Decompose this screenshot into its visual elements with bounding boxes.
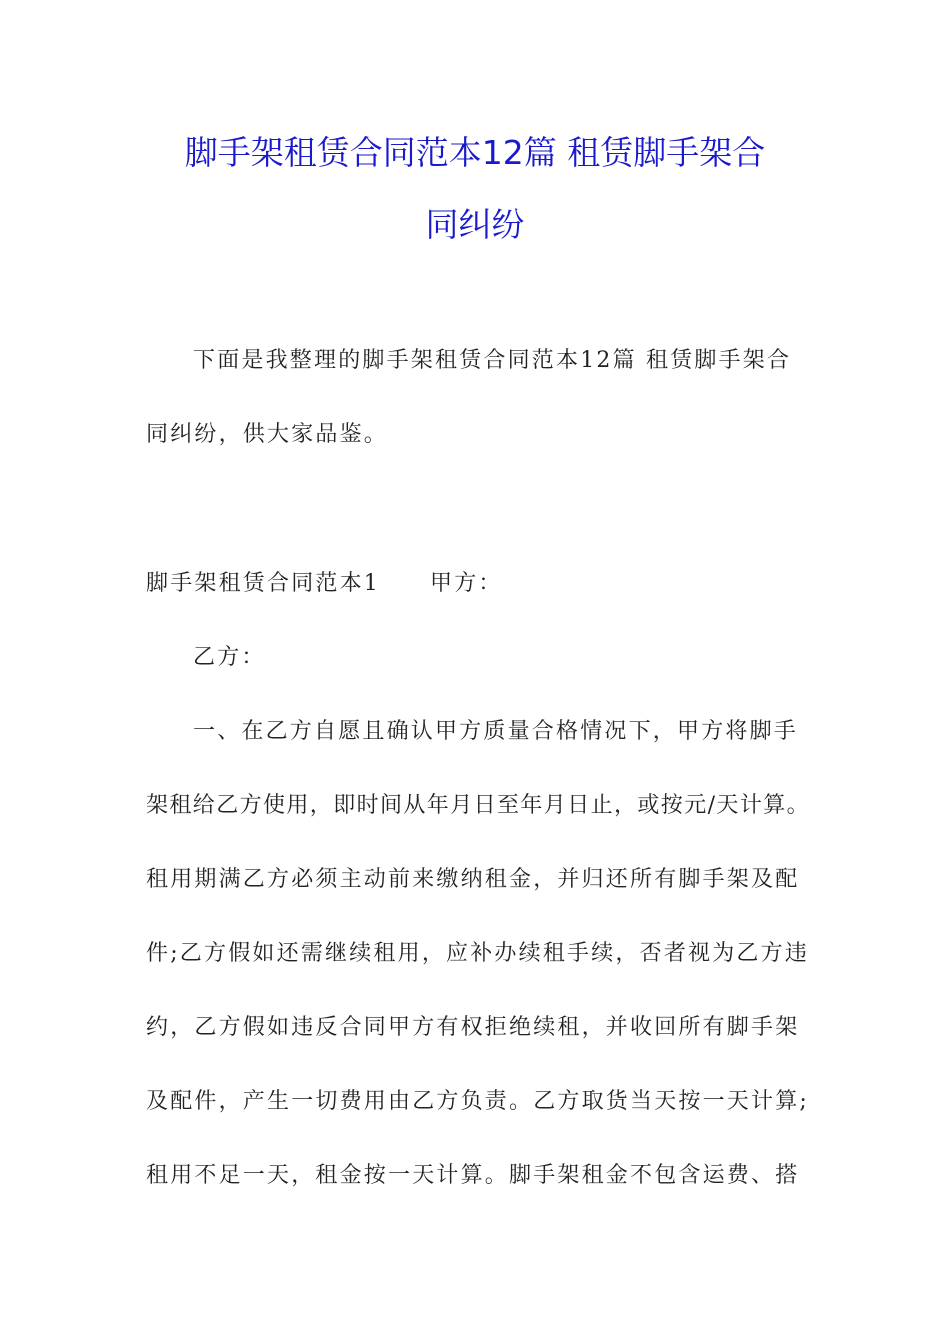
body-line-5: 约，乙方假如违反合同甲方有权拒绝续租，并收回所有脚手架 xyxy=(146,1015,800,1040)
document-title-line-1: 脚手架租赁合同范本12篇 租赁脚手架合 xyxy=(184,133,766,172)
body-line-1: 一、在乙方自愿且确认甲方质量合格情况下，甲方将脚手 xyxy=(193,719,799,744)
section-heading-row xyxy=(146,569,503,599)
party-b-label: 乙方： xyxy=(193,645,266,670)
body-line-3: 租用期满乙方必须主动前来缴纳租金，并归还所有脚手架及配 xyxy=(146,867,800,892)
document-title-line-2: 同纠纷 xyxy=(425,205,525,244)
body-line-6: 及配件，产生一切费用由乙方负责。乙方取货当天按一天计算; xyxy=(146,1089,810,1114)
party-a-label: 甲方： xyxy=(430,571,503,596)
body-line-7: 租用不足一天，租金按一天计算。脚手架租金不包含运费、搭 xyxy=(146,1163,800,1188)
section-heading: 脚手架租赁合同范本1 xyxy=(146,571,380,596)
body-line-2: 架租给乙方使用，即时间从年月日至年月日止，或按元/天计算。 xyxy=(146,793,811,818)
intro-line-1: 下面是我整理的脚手架租赁合同范本12篇 租赁脚手架合 xyxy=(193,348,792,373)
body-line-4: 件;乙方假如还需继续租用，应补办续租手续，否者视为乙方违 xyxy=(146,941,810,966)
intro-line-2: 同纠纷，供大家品鉴。 xyxy=(146,422,389,447)
